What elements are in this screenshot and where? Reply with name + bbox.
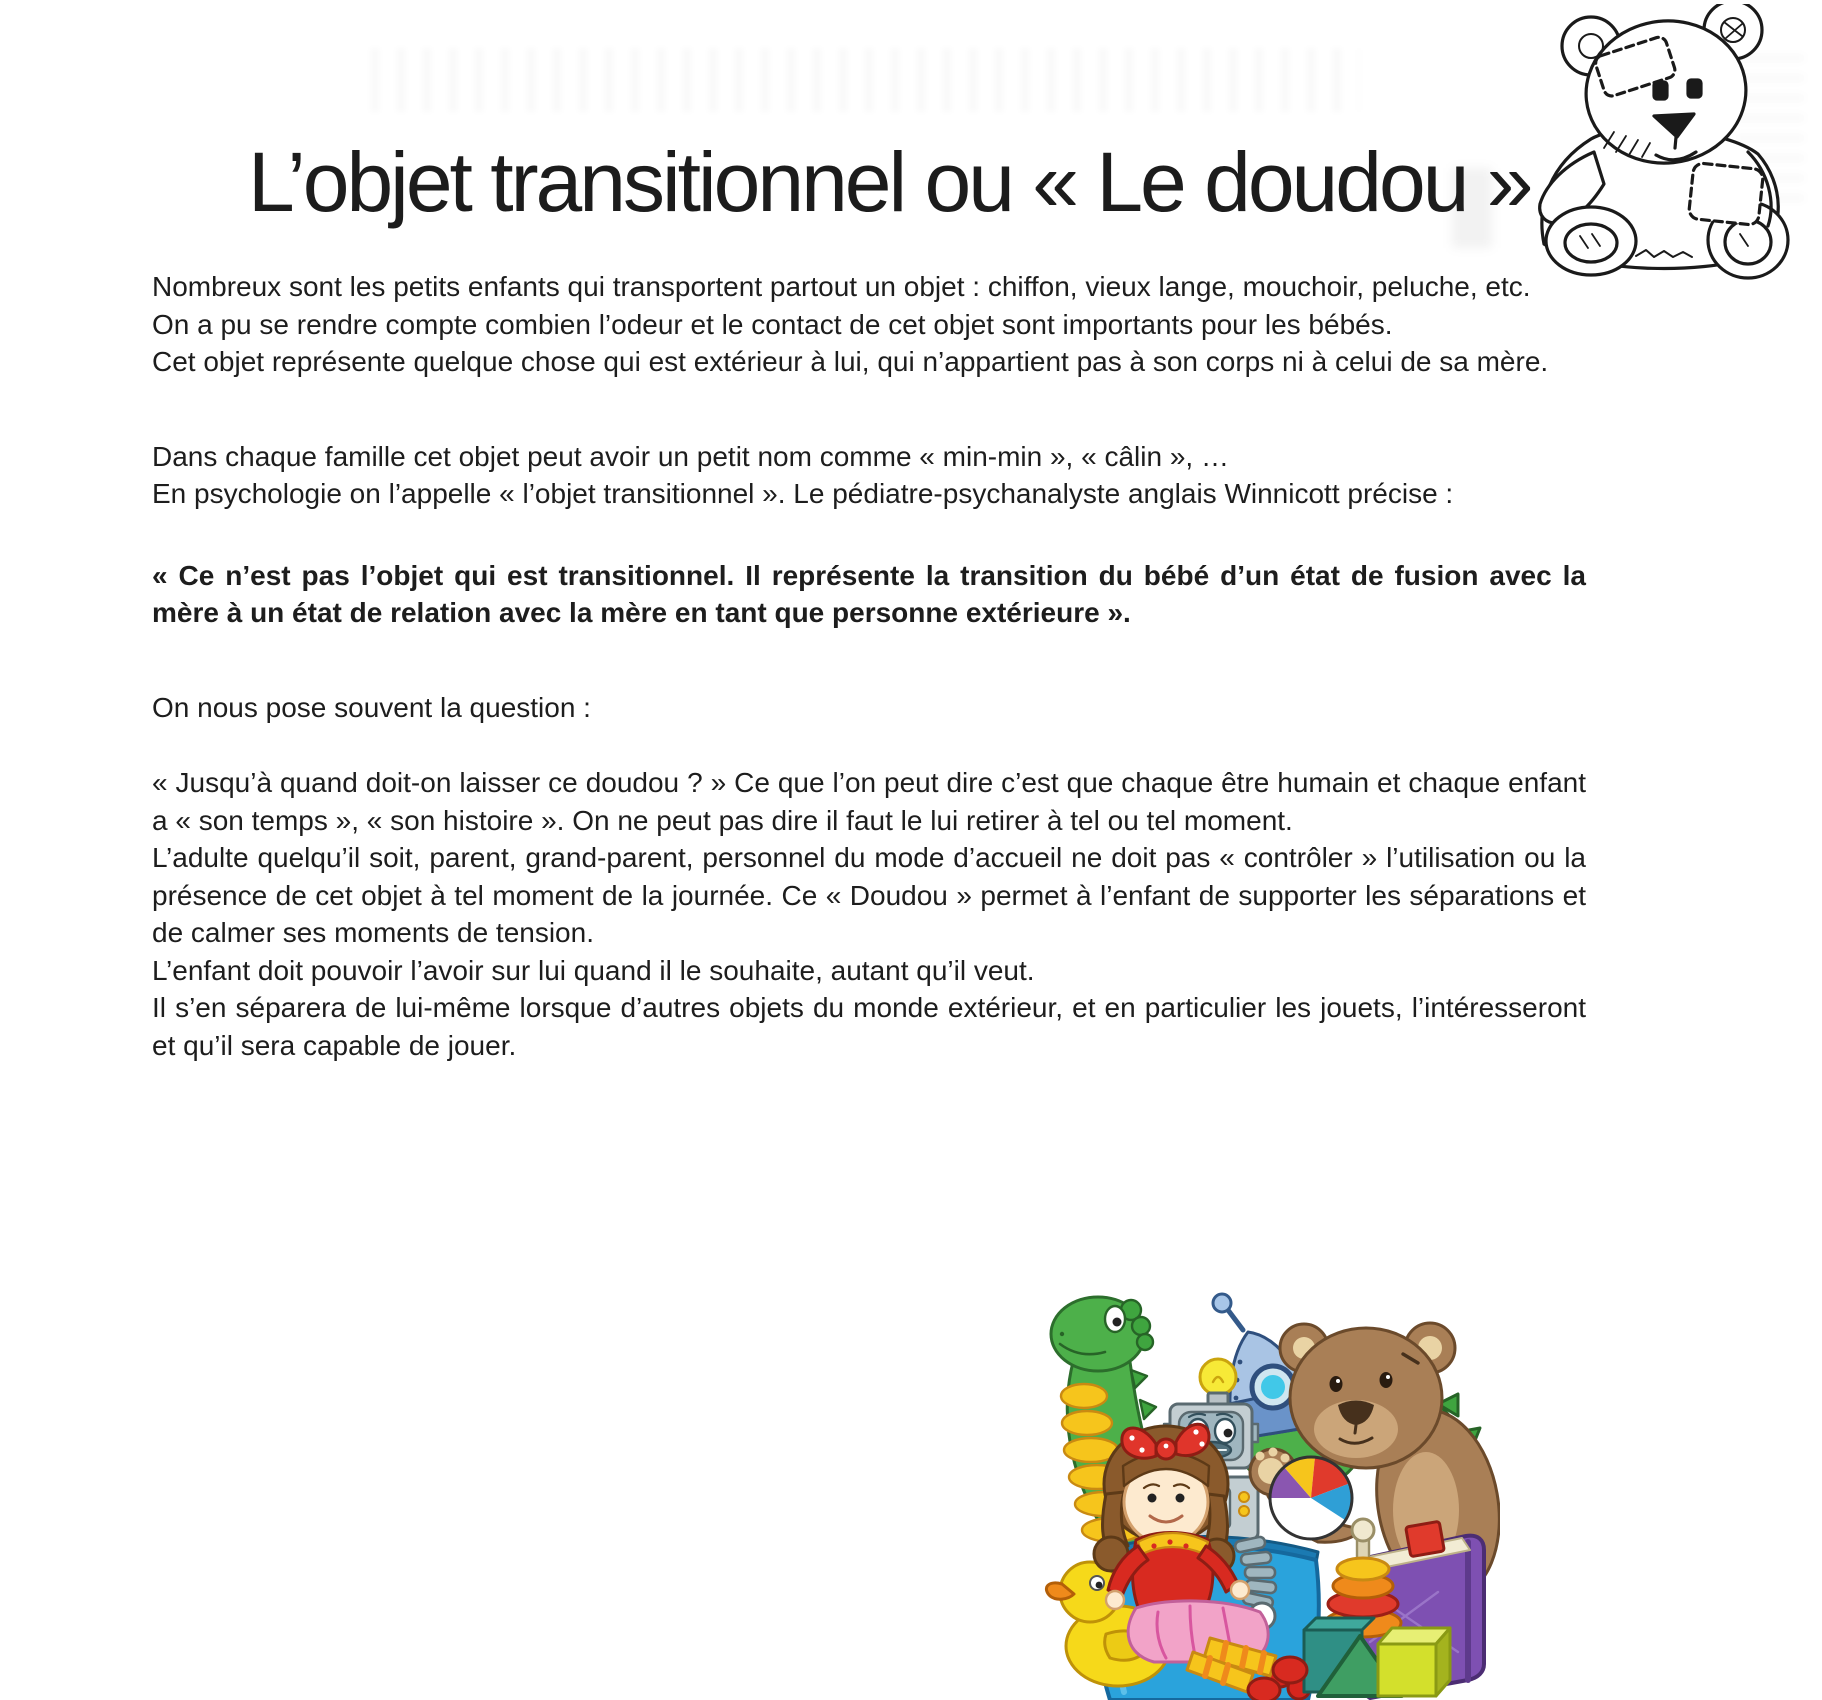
toys-clipart-illustration (1018, 1292, 1500, 1700)
teddy-bear-sketch-icon (1496, 4, 1808, 296)
paragraph: Dans chaque famille cet objet peut avoir un petit nom comme « min-min », « câlin », … (152, 440, 1229, 472)
paragraph: L’adulte quelqu’il soit, parent, grand-parent, personnel du mode d’accueil ne doit pas « contrôler » l’utilisation ou la présence de cet objet à tel moment de la journée. Ce « Doudou » permet à l’enfant de supporter les séparations et de calmer ses moments de tension. (152, 842, 1586, 948)
paragraph: Nombreux sont les petits enfants qui transportent partout un objet : chiffon, vieux lange, mouchoir, peluche, etc. (152, 271, 1531, 302)
paragraph: Cet objet représente quelque chose qui est extérieur à lui, qui n’appartient pas à son corps ni à celui de sa mère. (152, 346, 1549, 377)
paragraph: En psychologie on l’appelle « l’objet transitionnel ». Le pédiatre-psychanalyste anglais Winnicott précise : (152, 478, 1454, 509)
paragraph: Il s’en séparera de lui-même lorsque d’autres objets du monde extérieur, et en particulier les jouets, l’intéresseront et qu’il sera capable de jouer. (152, 992, 1586, 1061)
paragraph: On a pu se rendre compte combien l’odeur et le contact de cet objet sont importants pour les bébés. (152, 308, 1393, 340)
jpeg-artifact-band (370, 48, 1360, 112)
teddy-bear-sketch-illustration (1496, 4, 1808, 296)
quote-paragraph: « Ce n’est pas l’objet qui est transitionnel. Il représente la transition du bébé d’un état de fusion avec la mère à un état de relation avec la mère en tant que personne extérieure ». (152, 559, 1586, 628)
paragraph: « Jusqu’à quand doit-on laisser ce doudou ? » Ce que l’on peut dire c’est que chaque être humain et chaque enfant a « son temps », « son histoire ». On ne peut pas dire il faut le lui retirer à tel ou tel moment. (152, 767, 1586, 836)
paragraph: On nous pose souvent la question : (152, 691, 591, 723)
paragraph: L’enfant doit pouvoir l’avoir sur lui quand il le souhaite, autant qu’il veut. (152, 954, 1035, 986)
page-title: L’objet transitionnel ou « Le doudou » (248, 135, 1531, 229)
document-body (152, 268, 1586, 1064)
toys-clipart-icon (1018, 1292, 1500, 1700)
